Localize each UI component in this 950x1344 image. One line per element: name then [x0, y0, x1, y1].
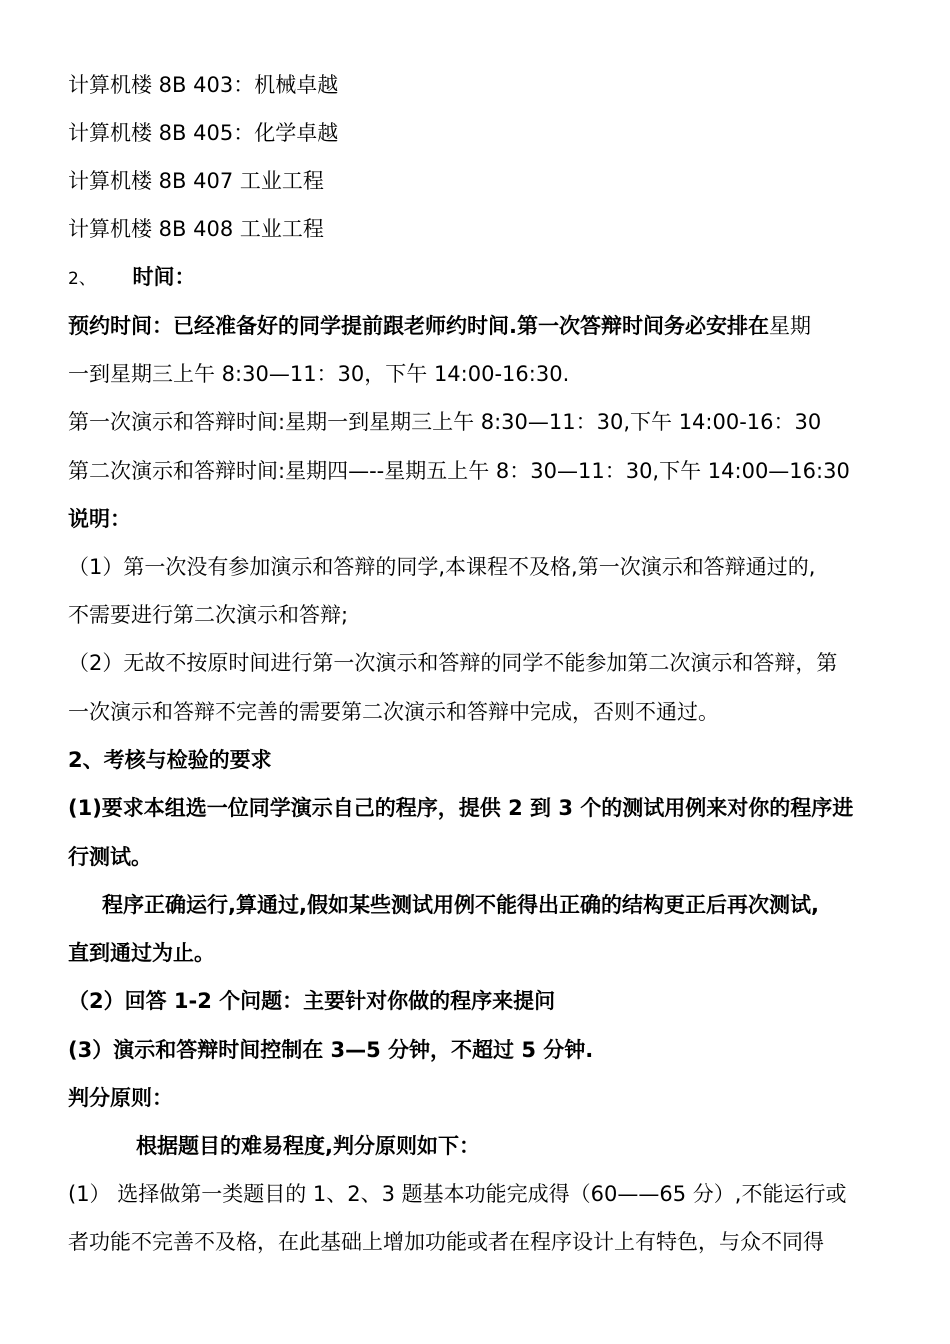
explanation-heading: 说明：: [68, 507, 131, 531]
requirement-1-line-1: (1)要求本组选一位同学演示自己的程序，提供 2 到 3 个的测试用例来对你的程序进: [68, 796, 854, 820]
appointment-bold-text: 预约时间：已经准备好的同学提前跟老师约时间.第一次答辩时间务必安排在: [68, 314, 769, 338]
requirements-heading: 2、考核与检验的要求: [68, 748, 272, 772]
grading-item-1-line-2: 者功能不完善不及格，在此基础上增加功能或者在程序设计上有特色，与众不同得: [68, 1230, 824, 1254]
time-heading-title: 时间：: [132, 265, 196, 289]
grading-item-1-line-1: (1） 选择做第一类题目的 1、2、3 题基本功能完成得（60——65 分）,不能运行或: [68, 1182, 847, 1206]
time-heading-number: 2、: [68, 269, 96, 289]
room-line-1: 计算机楼 8B 403：机械卓越: [68, 73, 339, 97]
requirement-1b-line-1: 程序正确运行,算通过,假如某些测试用例不能得出正确的结构更正后再次测试,: [102, 893, 819, 917]
appointment-line-2: 一到星期三上午 8:30—11：30，下午 14:00-16:30.: [68, 362, 570, 386]
explanation-item-2-line-1: （2）无故不按原时间进行第一次演示和答辩的同学不能参加第二次演示和答辩，第: [68, 651, 838, 675]
grading-intro: 根据题目的难易程度,判分原则如下：: [136, 1134, 480, 1158]
requirement-1b-line-2: 直到通过为止。: [68, 941, 215, 965]
requirement-1-line-2: 行测试。: [68, 845, 152, 869]
explanation-item-1-line-2: 不需要进行第二次演示和答辩;: [68, 603, 349, 627]
requirement-3: (3）演示和答辩时间控制在 3—5 分钟，不超过 5 分钟.: [68, 1038, 594, 1062]
requirement-2: （2）回答 1-2 个问题：主要针对你做的程序来提问: [68, 989, 556, 1013]
room-line-2: 计算机楼 8B 405：化学卓越: [68, 121, 339, 145]
room-line-3: 计算机楼 8B 407 工业工程: [68, 169, 324, 193]
appointment-tail-text: 星期: [768, 314, 811, 338]
first-session-time: 第一次演示和答辩时间:星期一到星期三上午 8:30—11：30,下午 14:00-16：30: [68, 410, 822, 434]
room-line-4: 计算机楼 8B 408 工业工程: [68, 217, 324, 241]
second-session-time: 第二次演示和答辩时间:星期四—--星期五上午 8：30—11：30,下午 14:00—16:30: [68, 459, 850, 483]
grading-heading: 判分原则：: [68, 1086, 173, 1110]
explanation-item-1-line-1: （1）第一次没有参加演示和答辩的同学,本课程不及格,第一次演示和答辩通过的,: [68, 555, 816, 579]
appointment-line-1: [68, 311, 811, 341]
explanation-item-2-line-2: 一次演示和答辩不完善的需要第二次演示和答辩中完成，否则不通过。: [68, 700, 719, 724]
time-heading: [68, 262, 196, 294]
